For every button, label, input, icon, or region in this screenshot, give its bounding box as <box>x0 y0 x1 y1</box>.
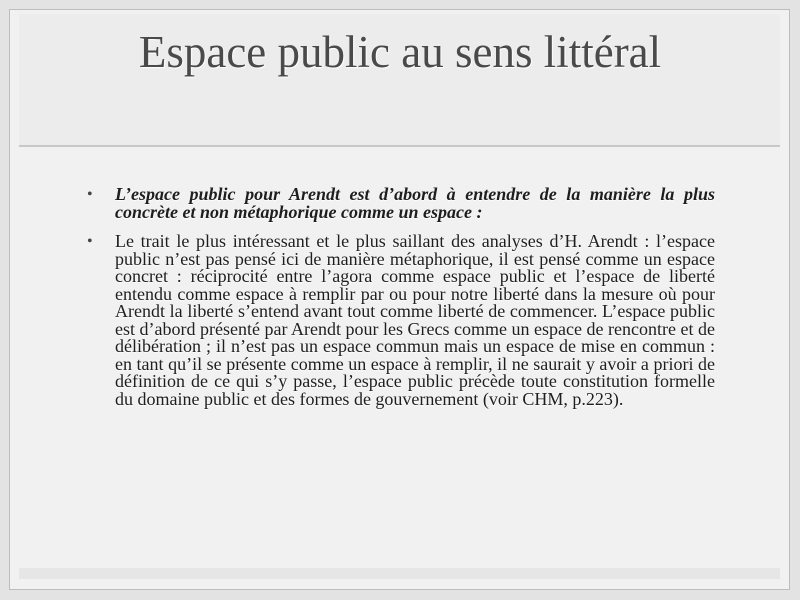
bullet-item-2 <box>87 233 715 408</box>
bullet-list <box>87 186 715 408</box>
bullet-text-2: Le trait le plus intéressant et le plus saillant des analyses d’H. Arendt : l’espace public n’est pas pensé ici de manière métaphorique, il est pensé comme un espace concret : réciprocité entre l’agora comme espace public et l’espace de liberté entendu comme espace à remplir par ou pour notre liberté dans la mesure où pour Arendt la liberté s’entend avant tout comme liberté de commencer. L’espace public est d’abord présenté par Arendt pour les Grecs comme un espace de rencontre et de délibération ; il n’est pas un espace commun mais un espace de mise en commun : en tant qu’il se présente comme un espace à remplir, il ne saurait y avoir a priori de définition de ce qui s’y passe, l’espace public précède toute constitution formelle du domaine public et des formes de gouvernement (voir CHM, p.223). <box>115 231 715 409</box>
slide-title: Espace public au sens littéral <box>138 27 662 77</box>
bullet-icon: • <box>87 233 93 250</box>
slide-content <box>87 186 715 566</box>
bullet-icon: • <box>87 186 93 203</box>
bullet-item-1 <box>87 186 715 221</box>
bottom-band <box>19 568 780 579</box>
bullet-text-1: L’espace public pour Arendt est d’abord à entendre de la manière la plus concrète et non métaphorique comme un espace : <box>115 186 715 222</box>
title-divider <box>19 145 780 147</box>
